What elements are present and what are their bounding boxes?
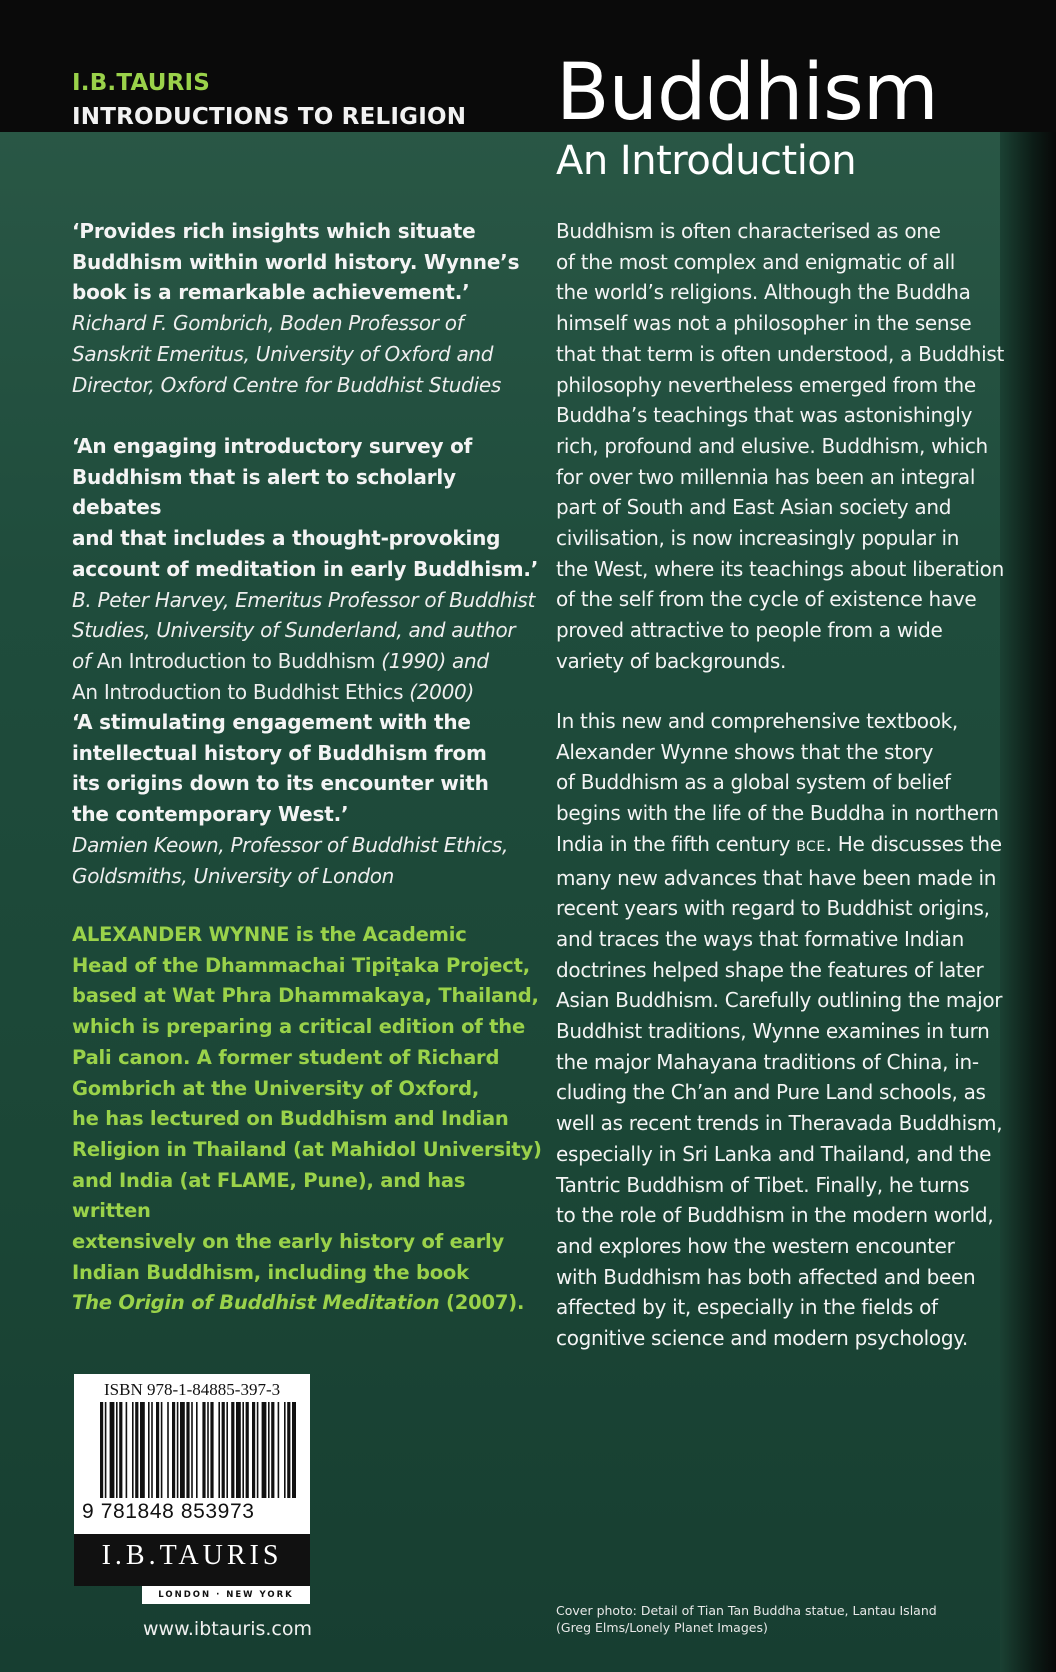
barcode-bar [262, 1402, 267, 1498]
book-title: Buddhism [556, 48, 938, 138]
barcode-bar [246, 1402, 249, 1498]
barcode-bar [126, 1402, 128, 1498]
barcode-bar [196, 1402, 198, 1498]
publisher-logo-cities: LONDON · NEW YORK [142, 1586, 310, 1604]
barcode-bar [177, 1402, 179, 1498]
barcode-bar [207, 1402, 209, 1498]
cited-work: An Introduction to Buddhist Ethics (2000) [72, 679, 474, 704]
barcode-bar [287, 1402, 290, 1498]
book-subtitle: An Introduction [556, 138, 857, 184]
barcode-bar [202, 1402, 205, 1498]
isbn-text: ISBN 978-1-84885-397-3 [104, 1380, 281, 1399]
barcode-bar [180, 1402, 185, 1498]
barcode-bar [119, 1402, 122, 1498]
barcode-bar [167, 1402, 169, 1498]
barcode-bar [226, 1402, 228, 1498]
barcode-bar [132, 1402, 134, 1498]
barcode-bar [218, 1402, 220, 1498]
blurb-paragraph-1: Buddhism is often characterised as one of the most complex and enigmatic of all the world’s religions. Although the Buddha himself was not a philosopher in the sense that that term is often understood, a Buddhist philosophy nevertheless emerged from the Buddha’s teachings that was astonishingly rich, profound and elusive. Buddhism, which for over two millennia has been an integral part of South and East Asian society and civilisation, is now increasingly popular in the West, where its teachings about liberation of the self from the cycle of existence have proved attractive to people from a wide variety of backgrounds. [556, 219, 1005, 673]
barcode-bar [231, 1402, 234, 1498]
barcode-bar [140, 1402, 145, 1498]
endorsement-attribution: B. Peter Harvey, Emeritus Professor of Buddhist Studies, University of Sunderland, and author of An Introduction to Buddhism (1990) and An Introduction to Buddhist Ethics (2000) [72, 585, 542, 708]
barcode-digits: 9 781848 853973 [82, 1500, 255, 1523]
barcode-bars [100, 1402, 296, 1498]
barcode-bar [151, 1402, 153, 1498]
endorsement-1 [72, 216, 542, 400]
barcode-label [74, 1374, 310, 1534]
barcode-bar [236, 1402, 241, 1498]
endorsement-quote: ‘Provides rich insights which situate Buddhism within world history. Wynne’s book is a remarkable achievement.’ [72, 219, 520, 305]
barcode-bar [292, 1402, 296, 1498]
author-book: The Origin of Buddhist Meditation (2007). [72, 1291, 525, 1315]
cited-work: of An Introduction to Buddhism (1990) and [72, 648, 489, 673]
barcode-bar [135, 1402, 138, 1498]
barcode-bar [105, 1402, 107, 1498]
barcode-bar [210, 1402, 213, 1498]
series-title: INTRODUCTIONS TO RELIGION [72, 104, 467, 130]
publisher-logo-name: I.B.TAURIS [101, 1540, 283, 1571]
endorsement-3 [72, 707, 542, 891]
barcode-bar [156, 1402, 159, 1498]
barcode-bar [268, 1402, 270, 1498]
endorsement-attribution: Richard F. Gombrich, Boden Professor of Sanskrit Emeritus, University of Oxford and Director, Oxford Centre for Buddhist Studies [72, 311, 501, 397]
barcode-bar [278, 1402, 280, 1498]
barcode-bar [252, 1402, 255, 1498]
barcode-bar [172, 1402, 175, 1498]
publisher-website: www.ibtauris.com [143, 1618, 312, 1640]
barcode-bar [191, 1402, 193, 1498]
barcode-bar [284, 1402, 286, 1498]
barcode-bar [110, 1402, 115, 1498]
cover-photo-credit: Cover photo: Detail of Tian Tan Buddha statue, Lantau Island (Greg Elms/Lonely Planet Images) [556, 1603, 937, 1635]
endorsement-attribution: Damien Keown, Professor of Buddhist Ethics, Goldsmiths, University of London [72, 832, 509, 888]
barcode-bar [222, 1402, 225, 1498]
series-publisher: I.B.TAURIS [72, 70, 211, 96]
barcode-bar [161, 1402, 163, 1498]
barcode-bar [148, 1402, 150, 1498]
endorsement-quote: ‘An engaging introductory survey of Buddhism that is alert to scholarly debates and that includes a thought-provoking account of meditation in early Buddhism.’ [72, 434, 539, 581]
endorsement-quote: ‘A stimulating engagement with the intellectual history of Buddhism from its origins down to its encounter with the contemporary West.’ [72, 710, 489, 827]
barcode-bar [116, 1402, 118, 1498]
about-author: ALEXANDER WYNNE is the Academic Head of the Dhammachai Tipiṭaka Project, based at Wat Phra Dhammakaya, Thailand, which is preparing a critical edition of the Pali canon. A former student of Richard Gombrich at the University of Oxford, he has lectured on Buddhism and Indian Religion in Thailand (at Mahidol University) and India (at FLAME, Pune), and has written extensively on the early history of early Indian Buddhism, including the book The Origin of Buddhist Meditation (2007). [72, 920, 542, 1319]
barcode-bar [271, 1402, 274, 1498]
barcode-bar [186, 1402, 189, 1498]
blurb-paragraph-2: In this new and comprehensive textbook, Alexander Wynne shows that the story of Buddhism as a global system of belief begins with the life of the Buddha in northern India in the fifth century BCE. He discusses the many new advances that have been made in recent years with regard to Buddhist origins, and traces the ways that formative Indian doctrines helped shape the features of later Asian Buddhism. Carefully outlining the major Buddhist traditions, Wynne examines in turn the major Mahayana traditions of China, in- cluding the Ch’an and Pure Land schools, as well as recent trends in Theravada Buddhism, especially in Sri Lanka and Thailand, and the Tantric Buddhism of Tibet. Finally, he turns to the role of Buddhism in the modern world, and explores how the western encounter with Buddhism has both affected and been affected by it, especially in the fields of cognitive science and modern psychology. [556, 709, 1003, 1351]
barcode-bar [257, 1402, 259, 1498]
publisher-logo [74, 1534, 310, 1586]
barcode-bar [242, 1402, 244, 1498]
barcode-bar [100, 1402, 103, 1498]
endorsement-2 [72, 431, 542, 707]
